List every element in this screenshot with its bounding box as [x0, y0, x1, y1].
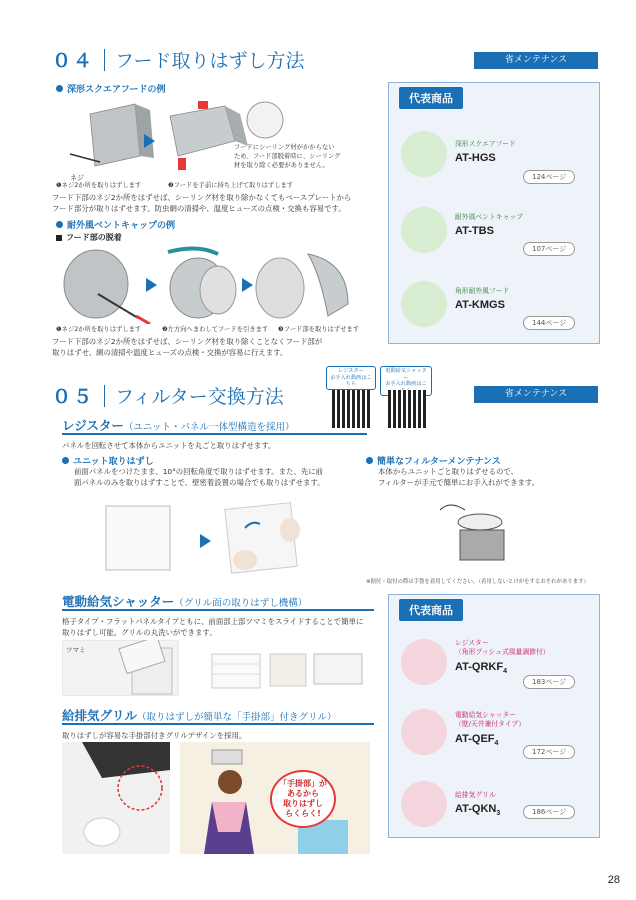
product-label: 角形耐外風フード — [455, 287, 510, 295]
section-number: ０４ — [52, 51, 95, 72]
filter-description: 本体からユニットごと取りはずせるので、 フィルターが手元で簡単にお手入れができます。 — [378, 467, 540, 487]
neji-label: ネジ — [70, 174, 84, 182]
grill-description: 取りはずしが容易な手掛部付きグリルデザインを採用。 — [62, 731, 247, 740]
shutter-heading: 電動給気シャッター（グリル面の取りはずし機構） — [62, 594, 308, 609]
divider — [104, 49, 105, 71]
example2-title: 耐外風ベントキャップの例 — [56, 218, 175, 231]
page-reference-link[interactable]: 124ページ — [523, 170, 575, 184]
product-panel-1 — [388, 82, 600, 344]
maintenance-badge: 省メンテナンス — [474, 52, 598, 69]
example1-title: 深形スクエアフードの例 — [56, 82, 166, 95]
square-bullet-icon — [56, 235, 62, 241]
maintenance-badge: 省メンテナンス — [474, 386, 598, 403]
heading-underline — [62, 609, 374, 611]
product-image-hgs — [401, 131, 447, 177]
description-1: フード下部のネジ2か所をはずせば、シーリング材を取り除かなくてもベースプレートから フード部分が取りはずせます。防虫網の清掃や、温度ヒューズの点検・交換も容易です。 — [52, 193, 352, 213]
example2-subtitle: フード部の脱着 — [56, 232, 122, 243]
bullet-icon — [56, 85, 63, 92]
speech-bubble — [270, 770, 336, 828]
section-05-heading — [52, 382, 284, 409]
step-1-caption: ❶ネジ2か所を取りはずします — [56, 182, 142, 189]
product-image-qef — [401, 709, 447, 755]
qr-code-shutter-video[interactable] — [388, 390, 426, 428]
vent-step-1: ❶ネジ2か所を取りはずします — [56, 326, 142, 333]
speech-bubble-text: 「手掛部」が あるから 取りはずし らくらく! — [279, 779, 327, 818]
bullet-icon — [366, 457, 373, 464]
callout-note: フードにシーリング材がかからない ため、フード部脱着時に、シーリング 材を取り除く必要がありません。 — [234, 144, 341, 169]
page-reference-link[interactable]: 186ページ — [523, 805, 575, 819]
grill-heading: 給排気グリル（取りはずしが簡単な「手掛部」付きグリル） — [62, 708, 337, 723]
product-image-kmgs — [401, 281, 447, 327]
heading-underline — [62, 433, 367, 435]
unit-removal-title: ユニット取りはずし — [62, 454, 154, 467]
filter-title: 簡単なフィルターメンテナンス — [366, 454, 501, 467]
description-2: フード下部のネジ2か所をはずせば、シーリング材を取り除くことなくフード部が 取りはずせ、網の清掃や温度ヒューズの点検・交換が容易に行えます。 — [52, 337, 323, 357]
vent-cap-illustration — [58, 244, 378, 324]
page-reference-link[interactable]: 172ページ — [523, 745, 575, 759]
product-image-tbs — [401, 207, 447, 253]
section-04-heading — [52, 46, 304, 73]
panel-title: 代表商品 — [399, 87, 463, 109]
bullet-icon — [56, 221, 63, 228]
product-label: 耐外風ベントキャップ — [455, 213, 523, 221]
vent-step-3: ❸フード部を取りはずせます — [278, 326, 360, 333]
heading-underline — [62, 723, 374, 725]
square-hood-illustration — [60, 96, 360, 186]
qr2-label: 電動給気シャッター お手入れ動画はこ — [380, 366, 432, 396]
page-reference-link[interactable]: 107ページ — [523, 242, 575, 256]
section-title: フード取りはずし方法 — [115, 50, 305, 72]
qr-code-register-video[interactable] — [332, 390, 370, 428]
product-label: 給排気グリル — [455, 791, 496, 799]
section-number: ０５ — [52, 387, 95, 408]
page-reference-link[interactable]: 183ページ — [523, 675, 575, 689]
product-name: $AT-QRKF_4$ — [455, 661, 507, 676]
shutter-illustration — [62, 640, 372, 696]
page-reference-link[interactable]: 144ページ — [523, 316, 575, 330]
product-name: $AT-QEF_4$ — [455, 733, 499, 748]
tsumami-label: ツマミ — [66, 646, 86, 654]
qr1-label: レジスター お手入れ動画はこちら — [326, 366, 376, 390]
product-panel-2 — [388, 594, 600, 838]
safety-note: ※据付・取付の際は手袋を着用してください。（着用しないとけがをするおそれがあります） — [366, 579, 589, 585]
vent-step-2: ❷左方向へまわしてフードを引きます — [162, 326, 269, 333]
product-image-qrkf — [401, 639, 447, 685]
bullet-icon — [62, 457, 69, 464]
product-name: AT-TBS — [455, 225, 494, 237]
panel-title: 代表商品 — [399, 599, 463, 621]
divider — [104, 385, 105, 407]
product-label: 深形スクエアフード — [455, 140, 516, 148]
product-label: 電動給気シャッター （壁/天井兼付タイプ） — [455, 711, 525, 728]
product-image-qkn — [401, 781, 447, 827]
register-description: パネルを回転させて本体からユニットを丸ごと取りはずせます。 — [62, 441, 276, 450]
product-name: $AT-QKN_3$ — [455, 803, 501, 818]
product-label: レジスター （角形プッシュ式風量調節付） — [455, 639, 550, 656]
register-heading: レジスター（ユニット・パネル一体型構造を採用） — [62, 418, 295, 433]
unit-removal-description: 前面パネルをつけたまま、10°の回転角度で取りはずせます。また、先に前 面パネルのみを取りはずすことで、壁密着設置の場合でも取りはずせます。 — [74, 467, 325, 487]
page-number: 28 — [607, 874, 620, 886]
shutter-description: 格子タイプ・フラットパネルタイプともに、前面部上部ツマミをスライドすることで簡単に 取りはずし可能。グリルの丸洗いができます。 — [62, 617, 364, 637]
register-illustration — [100, 500, 600, 576]
step-2-caption: ❷フードを手前に持ち上げて取りはずします — [168, 182, 294, 189]
product-name: AT-HGS — [455, 152, 496, 164]
product-name: AT-KMGS — [455, 299, 505, 311]
section-title: フィルター交換方法 — [115, 386, 284, 408]
